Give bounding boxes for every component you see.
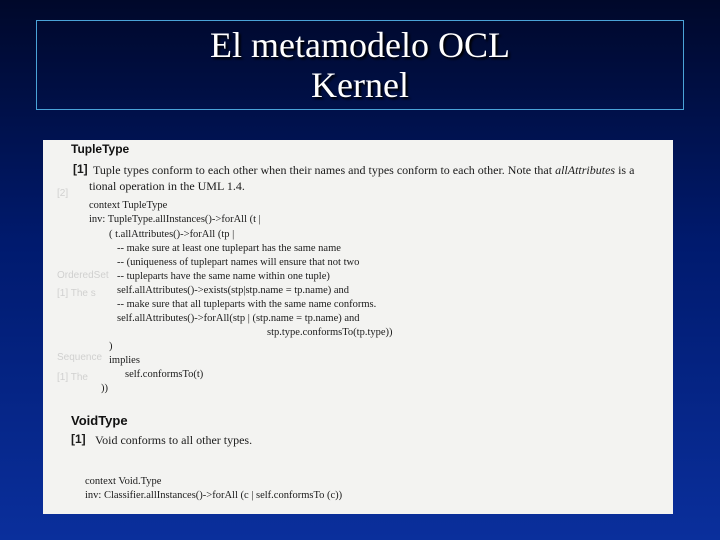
section-heading-voidtype: VoidType [71, 413, 128, 428]
rule-number: [1] [71, 432, 86, 446]
ghost-text: OrderedSet [57, 270, 109, 281]
code-line: -- tupleparts have the same name within one tuple) [117, 271, 330, 282]
code-line: inv: Classifier.allInstances()->forAll (c | self.conformsTo (c)) [85, 490, 343, 501]
code-line: context TupleType [89, 200, 168, 211]
ghost-text: [2] [57, 188, 69, 199]
code-line: -- make sure that all tupleparts with the same name conforms. [117, 299, 377, 310]
rule-text: Void conforms to all other types. [95, 433, 253, 447]
code-line: ) [109, 341, 113, 352]
ghost-text: Sequence [57, 352, 103, 363]
scanned-page [43, 140, 673, 514]
code-line: self.conformsTo(t) [125, 369, 204, 380]
code-line: ( t.allAttributes()->forAll (tp | [109, 229, 235, 240]
rule-text-line-2: tional operation in the UML 1.4. [89, 179, 245, 193]
ghost-text: [1] The [57, 372, 88, 383]
code-line: -- (uniqueness of tuplepart names will ensure that not two [117, 257, 360, 268]
ghost-text: [1] The s [57, 288, 96, 299]
code-line: inv: TupleType.allInstances()->forAll (t | [89, 214, 261, 225]
code-line: self.allAttributes()->forAll(stp | (stp.name = tp.name) and [117, 313, 360, 324]
code-line: )) [101, 383, 108, 394]
code-line: -- make sure at least one tuplepart has the same name [117, 243, 341, 254]
code-line: stp.type.conformsTo(tp.type)) [267, 327, 393, 338]
section-heading-tupletype: TupleType [71, 142, 130, 156]
slide-title-line-2: Kernel [311, 65, 409, 105]
rule-number: [1] [73, 162, 88, 176]
slide-title-line-1: El metamodelo OCL [210, 25, 510, 65]
code-line: context Void.Type [85, 476, 162, 487]
rule-text-line-1: Tuple types conform to each other when their names and types conform to each other. Note that allAttributes is a [93, 163, 635, 177]
code-line: implies [109, 355, 140, 366]
code-line: self.allAttributes()->exists(stp|stp.name = tp.name) and [117, 285, 350, 296]
slide-title-box [36, 20, 684, 110]
